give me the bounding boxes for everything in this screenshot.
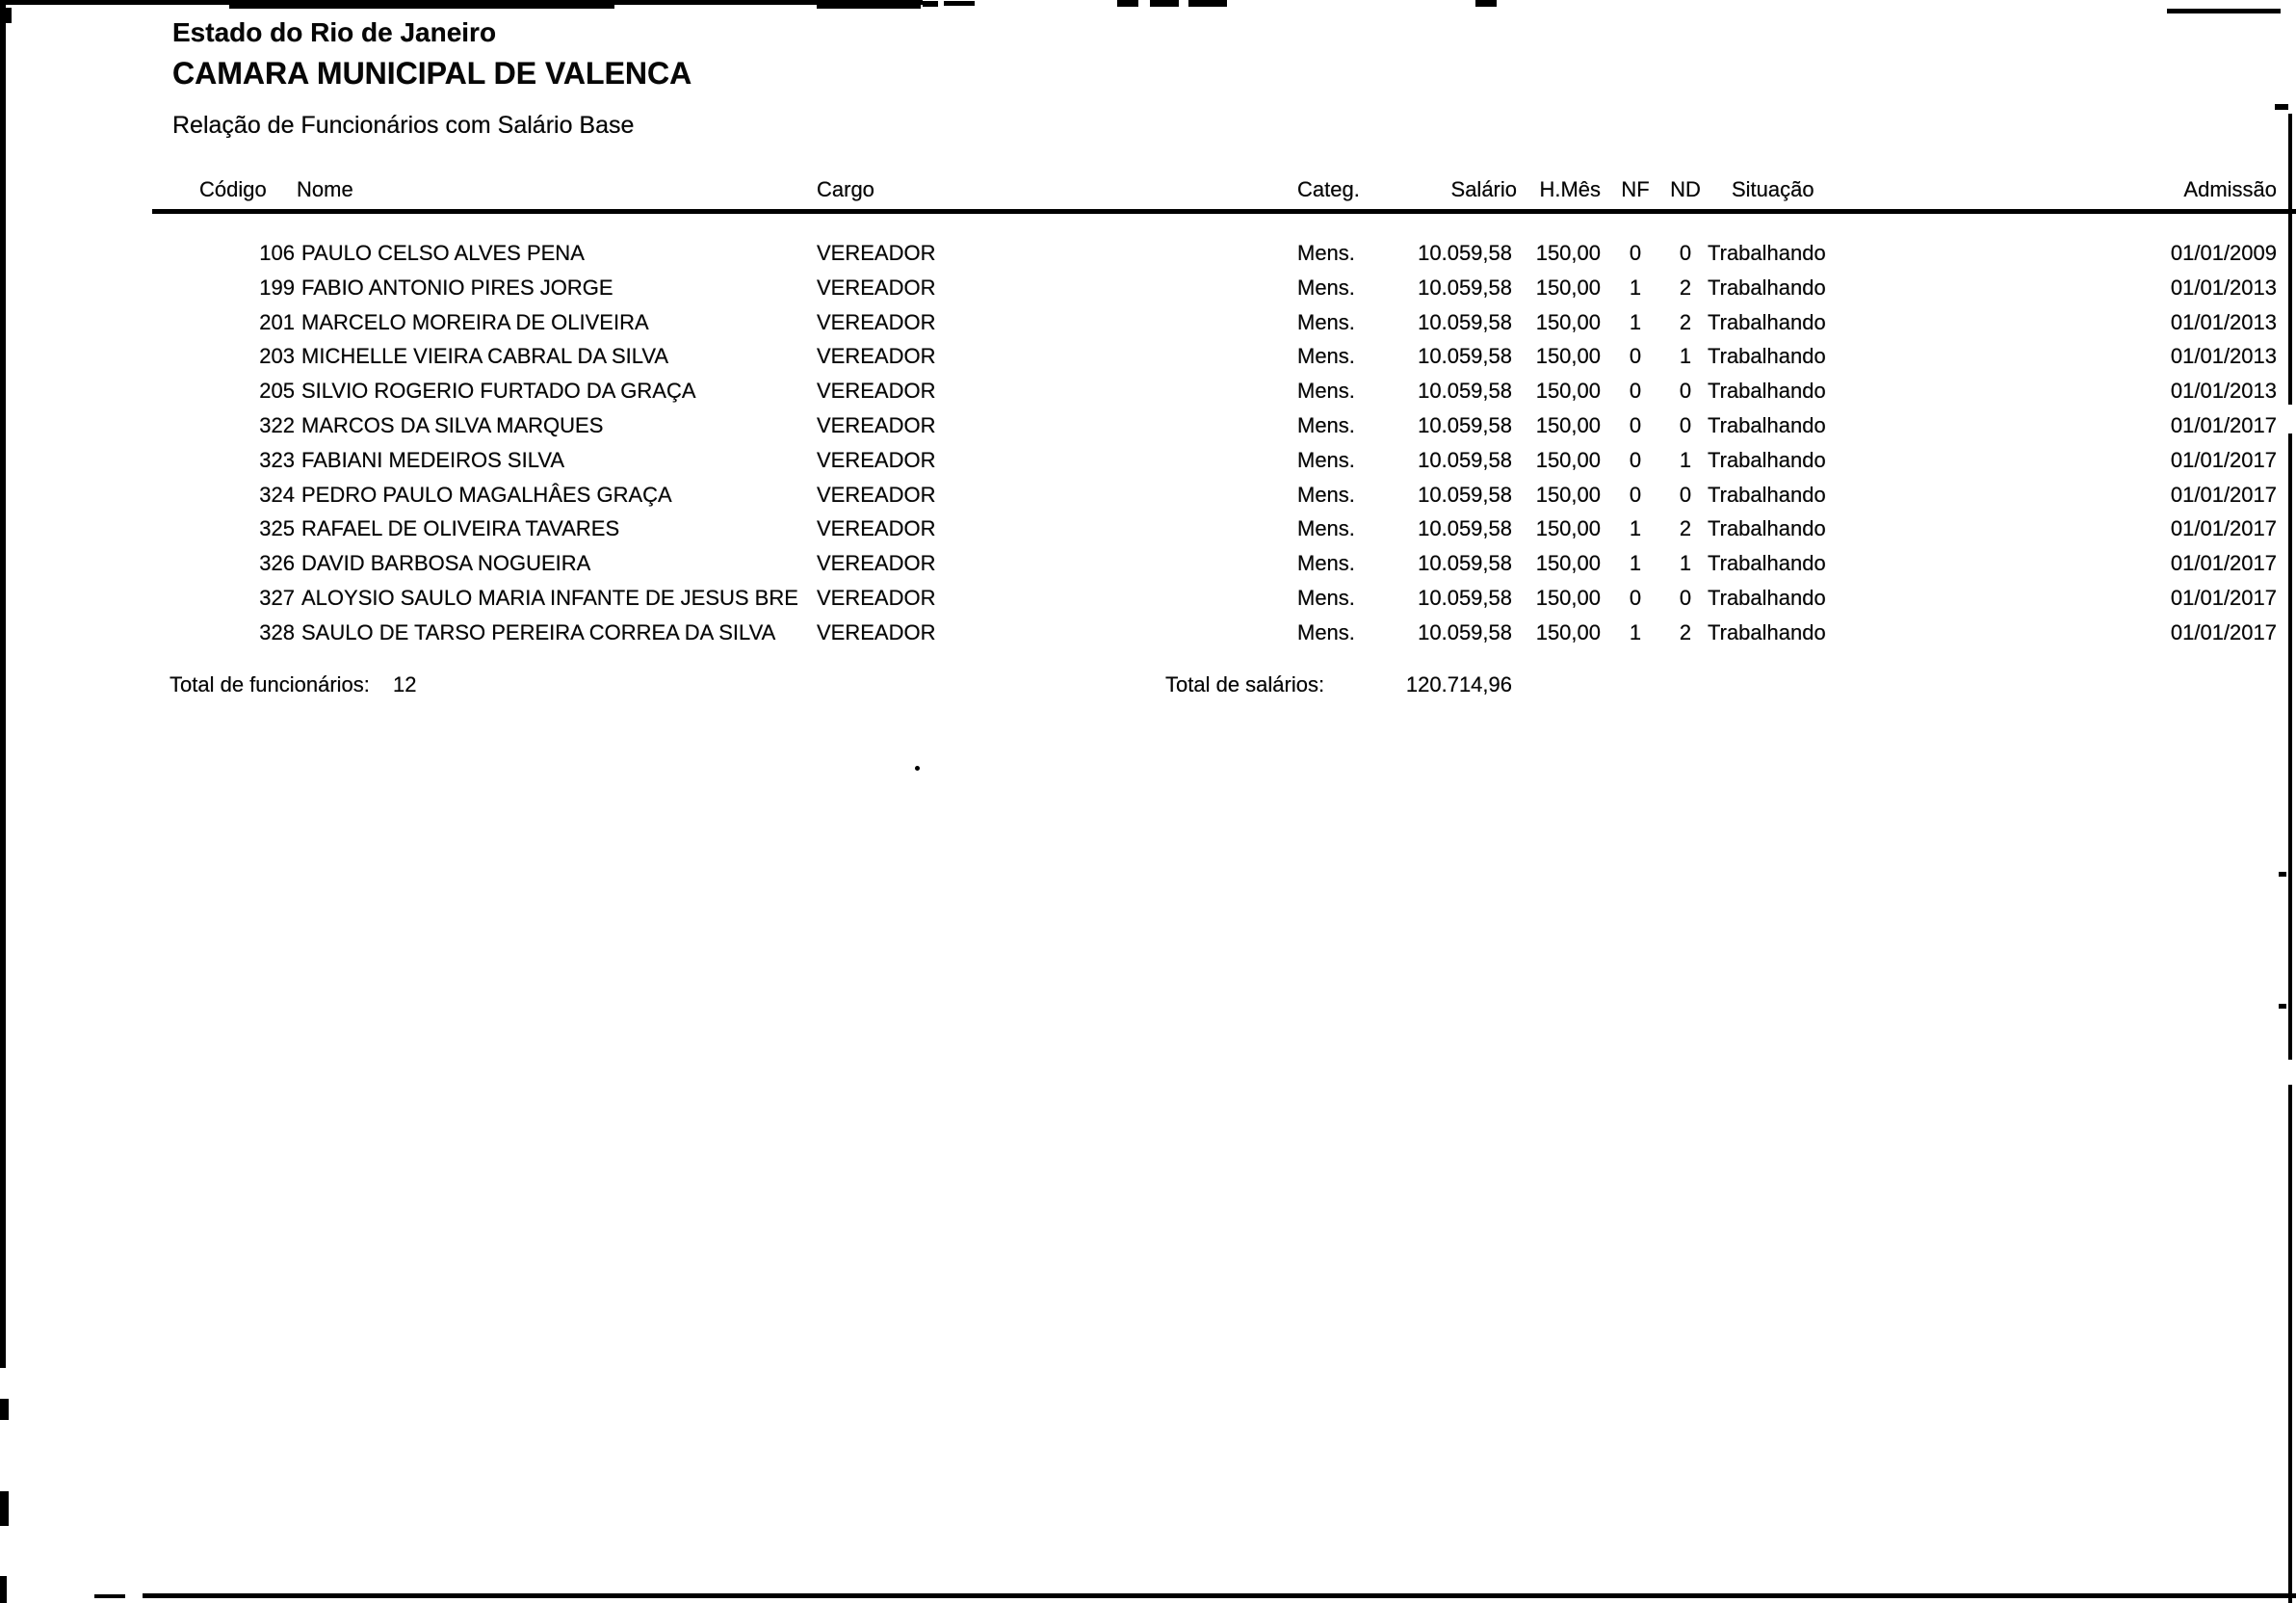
cell-hmes: 150,00 — [1535, 516, 1601, 541]
cell-nd: 0 — [1679, 241, 1692, 265]
organization-title: CAMARA MUNICIPAL DE VALENCA — [172, 56, 692, 91]
cell-cargo: VEREADOR — [817, 379, 936, 404]
cell-salario: 10.059,58 — [1418, 551, 1512, 576]
cell-cargo: VEREADOR — [817, 241, 936, 265]
scan-artifact-left-mark — [0, 1576, 7, 1603]
cell-nd: 0 — [1679, 585, 1692, 610]
table-body — [0, 241, 2296, 655]
table-row — [0, 276, 2296, 310]
cell-hmes: 150,00 — [1535, 275, 1601, 300]
table-row — [0, 586, 2296, 620]
cell-salario: 10.059,58 — [1418, 344, 1512, 369]
cell-situacao: Trabalhando — [1708, 551, 1826, 576]
total-employees-label: Total de funcionários: — [170, 672, 370, 696]
cell-categ: Mens. — [1297, 379, 1355, 404]
cell-cargo: VEREADOR — [817, 344, 936, 369]
cell-cargo: VEREADOR — [817, 482, 936, 507]
cell-salario: 10.059,58 — [1418, 516, 1512, 541]
cell-nf: 1 — [1629, 516, 1642, 541]
cell-cargo: VEREADOR — [817, 585, 936, 610]
scan-artifact-top-thick — [229, 0, 614, 9]
table-row — [0, 413, 2296, 448]
cell-situacao: Trabalhando — [1708, 309, 1826, 334]
cell-cargo: VEREADOR — [817, 275, 936, 300]
cell-nf: 0 — [1629, 482, 1642, 507]
scan-artifact-right-tick — [2275, 104, 2288, 110]
cell-nome: MARCOS DA SILVA MARQUES — [301, 412, 604, 437]
scan-artifact-top-right-dash — [2167, 9, 2281, 13]
column-header-categ: Categ. — [1297, 177, 1360, 201]
cell-nf: 0 — [1629, 344, 1642, 369]
scan-speck — [915, 766, 920, 771]
table-header-row — [0, 177, 2296, 206]
cell-nf: 0 — [1629, 585, 1642, 610]
cell-nf: 1 — [1629, 275, 1642, 300]
cell-cargo: VEREADOR — [817, 447, 936, 472]
column-header-salario: Salário — [1450, 177, 1517, 201]
cell-nd: 2 — [1679, 275, 1692, 300]
cell-categ: Mens. — [1297, 309, 1355, 334]
table-row — [0, 310, 2296, 345]
cell-cargo: VEREADOR — [817, 619, 936, 644]
cell-admissao: 01/01/2017 — [2170, 447, 2277, 472]
cell-categ: Mens. — [1297, 344, 1355, 369]
cell-nome: PEDRO PAULO MAGALHÂES GRAÇA — [301, 482, 672, 507]
cell-situacao: Trabalhando — [1708, 379, 1826, 404]
cell-admissao: 01/01/2017 — [2170, 516, 2277, 541]
cell-salario: 10.059,58 — [1418, 275, 1512, 300]
cell-situacao: Trabalhando — [1708, 241, 1826, 265]
table-row — [0, 551, 2296, 586]
cell-nome: FABIANI MEDEIROS SILVA — [301, 447, 565, 472]
scan-artifact-top-dash — [923, 1, 938, 7]
scan-artifact-top-dash — [944, 1, 975, 6]
table-header-rule — [152, 209, 2296, 214]
cell-categ: Mens. — [1297, 412, 1355, 437]
cell-nd: 1 — [1679, 447, 1692, 472]
cell-hmes: 150,00 — [1535, 309, 1601, 334]
cell-hmes: 150,00 — [1535, 482, 1601, 507]
cell-situacao: Trabalhando — [1708, 482, 1826, 507]
cell-situacao: Trabalhando — [1708, 585, 1826, 610]
cell-cargo: VEREADOR — [817, 551, 936, 576]
cell-nome: FABIO ANTONIO PIRES JORGE — [301, 275, 613, 300]
cell-admissao: 01/01/2013 — [2170, 379, 2277, 404]
cell-situacao: Trabalhando — [1708, 275, 1826, 300]
cell-hmes: 150,00 — [1535, 241, 1601, 265]
cell-situacao: Trabalhando — [1708, 412, 1826, 437]
cell-salario: 10.059,58 — [1418, 585, 1512, 610]
cell-situacao: Trabalhando — [1708, 447, 1826, 472]
cell-categ: Mens. — [1297, 241, 1355, 265]
cell-hmes: 150,00 — [1535, 344, 1601, 369]
cell-salario: 10.059,58 — [1418, 619, 1512, 644]
cell-categ: Mens. — [1297, 447, 1355, 472]
cell-hmes: 150,00 — [1535, 447, 1601, 472]
cell-codigo: 328 — [259, 619, 295, 644]
totals-row — [0, 672, 2296, 701]
cell-nf: 1 — [1629, 619, 1642, 644]
cell-admissao: 01/01/2013 — [2170, 275, 2277, 300]
cell-nd: 2 — [1679, 309, 1692, 334]
cell-codigo: 327 — [259, 585, 295, 610]
total-salaries-label: Total de salários: — [1165, 672, 1325, 696]
table-row — [0, 620, 2296, 655]
cell-nd: 1 — [1679, 344, 1692, 369]
cell-hmes: 150,00 — [1535, 412, 1601, 437]
cell-nf: 1 — [1629, 309, 1642, 334]
cell-codigo: 322 — [259, 412, 295, 437]
cell-nf: 0 — [1629, 379, 1642, 404]
cell-cargo: VEREADOR — [817, 516, 936, 541]
scan-artifact-bottom-dash — [94, 1594, 125, 1598]
scan-artifact-top-dash — [1188, 0, 1227, 7]
scan-artifact-left-block — [0, 8, 12, 23]
cell-cargo: VEREADOR — [817, 412, 936, 437]
cell-salario: 10.059,58 — [1418, 412, 1512, 437]
cell-admissao: 01/01/2017 — [2170, 482, 2277, 507]
scan-artifact-right-tick — [2279, 1004, 2286, 1009]
column-header-cargo: Cargo — [817, 177, 874, 201]
cell-categ: Mens. — [1297, 551, 1355, 576]
cell-nf: 0 — [1629, 447, 1642, 472]
cell-codigo: 323 — [259, 447, 295, 472]
cell-nd: 0 — [1679, 412, 1692, 437]
scan-artifact-top-dash — [1117, 0, 1138, 7]
cell-codigo: 205 — [259, 379, 295, 404]
scan-artifact-right-gap — [2286, 1060, 2294, 1085]
cell-nome: SILVIO ROGERIO FURTADO DA GRAÇA — [301, 379, 696, 404]
cell-nome: PAULO CELSO ALVES PENA — [301, 241, 585, 265]
table-row — [0, 241, 2296, 276]
cell-codigo: 199 — [259, 275, 295, 300]
table-row — [0, 483, 2296, 517]
cell-codigo: 325 — [259, 516, 295, 541]
cell-categ: Mens. — [1297, 482, 1355, 507]
cell-categ: Mens. — [1297, 275, 1355, 300]
report-title: Relação de Funcionários com Salário Base — [172, 112, 635, 139]
cell-categ: Mens. — [1297, 516, 1355, 541]
cell-admissao: 01/01/2017 — [2170, 619, 2277, 644]
cell-codigo: 106 — [259, 241, 295, 265]
cell-admissao: 01/01/2017 — [2170, 585, 2277, 610]
cell-nf: 0 — [1629, 241, 1642, 265]
column-header-nf: NF — [1621, 177, 1650, 201]
table-row — [0, 344, 2296, 379]
column-header-hmes: H.Mês — [1539, 177, 1601, 201]
scan-artifact-top-thick2 — [817, 0, 921, 9]
column-header-admissao: Admissão — [2183, 177, 2277, 201]
cell-admissao: 01/01/2009 — [2170, 241, 2277, 265]
cell-salario: 10.059,58 — [1418, 447, 1512, 472]
column-header-situacao: Situação — [1732, 177, 1814, 201]
cell-hmes: 150,00 — [1535, 379, 1601, 404]
cell-cargo: VEREADOR — [817, 309, 936, 334]
scan-artifact-right-tick — [2279, 872, 2286, 877]
column-header-codigo: Código — [199, 177, 267, 201]
table-row — [0, 448, 2296, 483]
cell-nd: 1 — [1679, 551, 1692, 576]
cell-categ: Mens. — [1297, 585, 1355, 610]
cell-salario: 10.059,58 — [1418, 379, 1512, 404]
total-salaries-value: 120.714,96 — [1405, 672, 1512, 696]
table-row — [0, 379, 2296, 413]
cell-nome: MICHELLE VIEIRA CABRAL DA SILVA — [301, 344, 669, 369]
scan-artifact-bottom-line — [143, 1593, 2296, 1598]
cell-hmes: 150,00 — [1535, 619, 1601, 644]
scan-artifact-left-mark — [0, 1491, 9, 1526]
cell-salario: 10.059,58 — [1418, 241, 1512, 265]
cell-admissao: 01/01/2013 — [2170, 309, 2277, 334]
table-row — [0, 516, 2296, 551]
cell-nd: 0 — [1679, 482, 1692, 507]
cell-nd: 2 — [1679, 516, 1692, 541]
cell-nf: 1 — [1629, 551, 1642, 576]
cell-codigo: 201 — [259, 309, 295, 334]
cell-nd: 2 — [1679, 619, 1692, 644]
scan-artifact-left-mark — [0, 1399, 9, 1420]
column-header-nd: ND — [1670, 177, 1701, 201]
cell-codigo: 324 — [259, 482, 295, 507]
cell-hmes: 150,00 — [1535, 585, 1601, 610]
total-employees-value: 12 — [393, 672, 417, 696]
cell-nome: RAFAEL DE OLIVEIRA TAVARES — [301, 516, 620, 541]
scan-artifact-top-dash — [1150, 0, 1179, 7]
column-header-nome: Nome — [297, 177, 353, 201]
cell-nd: 0 — [1679, 379, 1692, 404]
state-title: Estado do Rio de Janeiro — [172, 17, 497, 47]
cell-admissao: 01/01/2017 — [2170, 551, 2277, 576]
cell-nome: DAVID BARBOSA NOGUEIRA — [301, 551, 591, 576]
cell-hmes: 150,00 — [1535, 551, 1601, 576]
cell-categ: Mens. — [1297, 619, 1355, 644]
cell-admissao: 01/01/2017 — [2170, 412, 2277, 437]
cell-salario: 10.059,58 — [1418, 309, 1512, 334]
cell-nf: 0 — [1629, 412, 1642, 437]
cell-nome: MARCELO MOREIRA DE OLIVEIRA — [301, 309, 649, 334]
cell-situacao: Trabalhando — [1708, 344, 1826, 369]
cell-situacao: Trabalhando — [1708, 619, 1826, 644]
cell-codigo: 203 — [259, 344, 295, 369]
cell-codigo: 326 — [259, 551, 295, 576]
cell-admissao: 01/01/2013 — [2170, 344, 2277, 369]
scan-artifact-top-dash — [1475, 0, 1497, 7]
cell-salario: 10.059,58 — [1418, 482, 1512, 507]
cell-nome: ALOYSIO SAULO MARIA INFANTE DE JESUS BRE — [301, 585, 798, 610]
cell-situacao: Trabalhando — [1708, 516, 1826, 541]
cell-nome: SAULO DE TARSO PEREIRA CORREA DA SILVA — [301, 619, 776, 644]
